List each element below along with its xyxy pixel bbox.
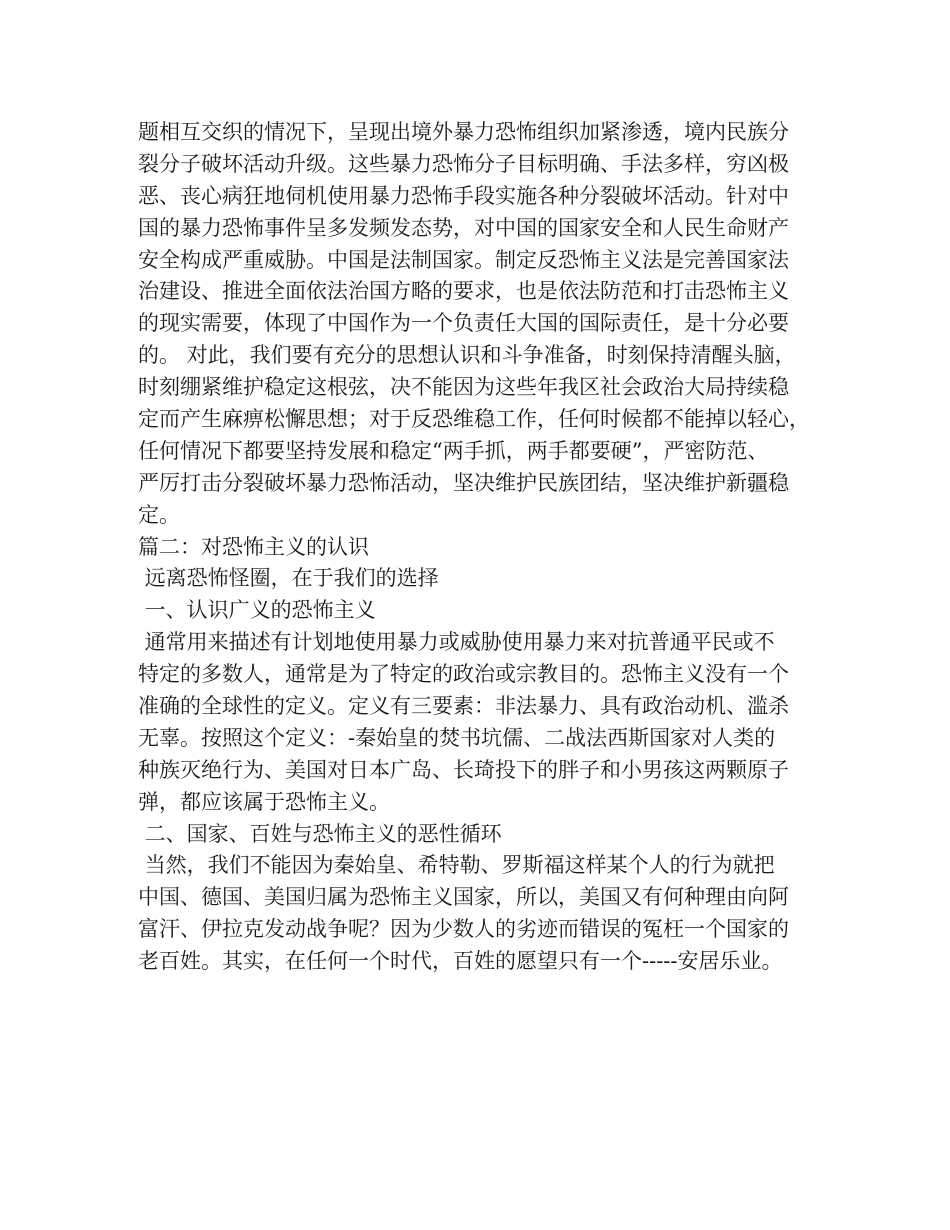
paragraph-line: 的。 对此，我们要有充分的思想认识和斗争准备，时刻保持清醒头脑，: [138, 343, 796, 368]
paragraph-line: 弹，都应该属于恐怖主义。: [138, 789, 390, 814]
paragraph-line: 准确的全球性的定义。定义有三要素：非法暴力、具有政治动机、滥杀: [138, 694, 789, 719]
paragraph-line: 裂分子破坏活动升级。这些暴力恐怖分子目标明确、手法多样，穷凶极: [138, 151, 789, 176]
paragraph-line: 中国、德国、美国归属为恐怖主义国家，所以，美国又有何种理由向阿: [138, 885, 789, 910]
section-title: 篇二：对恐怖主义的认识: [138, 534, 369, 559]
paragraph-line: 特定的多数人，通常是为了特定的政治或宗教目的。恐怖主义没有一个: [138, 662, 789, 687]
paragraph-line: 定而产生麻痹松懈思想；对于反恐维稳工作，任何时候都不能掉以轻心，: [138, 407, 810, 432]
paragraph-line: 国的暴力恐怖事件呈多发频发态势，对中国的国家安全和人民生命财产: [138, 215, 789, 240]
paragraph-line: 当然，我们不能因为秦始皇、希特勒、罗斯福这样某个人的行为就把: [138, 853, 775, 878]
paragraph-line: 无辜。按照这个定义：-秦始皇的焚书坑儒、二战法西斯国家对人类的: [138, 725, 776, 750]
paragraph-line: 安全构成严重威胁。中国是法制国家。制定反恐怖主义法是完善国家法: [138, 247, 789, 272]
paragraph-line: 的现实需要，体现了中国作为一个负责任大国的国际责任，是十分必要: [138, 311, 789, 336]
paragraph-line: 富汗、伊拉克发动战争呢？因为少数人的劣迹而错误的冤枉一个国家的: [138, 917, 789, 942]
document-page: [138, 117, 838, 978]
paragraph-line: 定。: [138, 502, 180, 527]
paragraph-line: 种族灭绝行为、美国对日本广岛、长琦投下的胖子和小男孩这两颗原子: [138, 757, 789, 782]
section-heading: 二、国家、百姓与恐怖主义的恶性循环: [138, 821, 502, 846]
section-heading: 一、认识广义的恐怖主义: [138, 598, 376, 623]
paragraph-line: 老百姓。其实，在任何一个时代，百姓的愿望只有一个-----安居乐业。: [138, 949, 783, 974]
subtitle: 远离恐怖怪圈，在于我们的选择: [138, 566, 439, 591]
paragraph-line: 题相互交织的情况下，呈现出境外暴力恐怖组织加紧渗透，境内民族分: [138, 120, 789, 144]
paragraph-line: 通常用来描述有计划地使用暴力或威胁使用暴力来对抗普通平民或不: [138, 630, 775, 655]
paragraph-line: 恶、丧心病狂地伺机使用暴力恐怖手段实施各种分裂破坏活动。针对中: [138, 183, 789, 208]
paragraph-line: 治建设、推进全面依法治国方略的要求，也是依法防范和打击恐怖主义: [138, 279, 789, 304]
paragraph-line: 严厉打击分裂破坏暴力恐怖活动，坚决维护民族团结，坚决维护新疆稳: [138, 470, 789, 495]
paragraph-line: 任何情况下都要坚持发展和稳定“两手抓，两手都要硬”，严密防范、: [138, 438, 769, 463]
paragraph-line: 时刻绷紧维护稳定这根弦，决不能因为这些年我区社会政治大局持续稳: [138, 375, 789, 400]
